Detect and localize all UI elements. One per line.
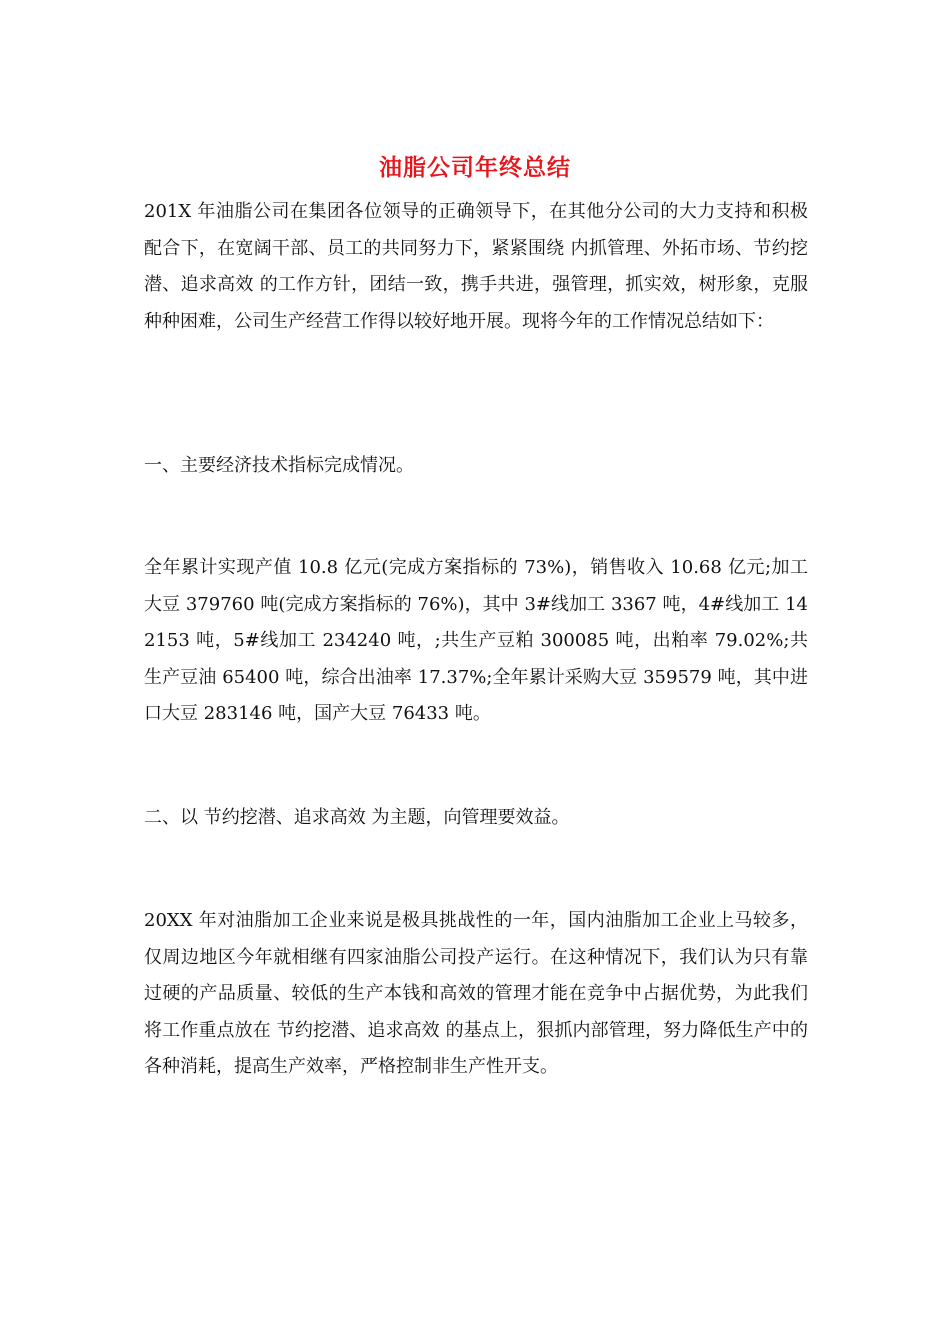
- section-heading: 一、主要经济技术指标完成情况。: [144, 455, 414, 476]
- section-paragraph: 20XX 年对油脂加工企业来说是极具挑战性的一年，国内油脂加工企业上马较多，仅周边地区今年就相继有四家油脂公司投产运行。在这种情况下，我们认为只有靠过硬的产品质量、较低的生产本钱和高效的管理才能在竞争中占据优势，为此我们将工作重点放在 节约挖潜、追求高效 的基点上，狠抓内部管理，努力降低生产中的各种消耗，提高生产效率，严格控制非生产性开支。: [144, 910, 808, 1077]
- document-title: 油脂公司年终总结: [379, 154, 571, 181]
- section-paragraph: 全年累计实现产值 10.8 亿元(完成方案指标的 73%)，销售收入 10.68 亿元;加工大豆 379760 吨(完成方案指标的 76%)，其中 3#线加工 3367 吨，4#线加工 142153 吨，5#线加工 234240 吨，;共生产豆粕 300085 吨，出粕率 79.02%;共生产豆油 65400 吨，综合出油率 17.37%;全年累计采购大豆 359579 吨，其中进口大豆 283146 吨，国产大豆 76433 吨。: [144, 557, 808, 724]
- section-heading: 二、以 节约挖潜、追求高效 为主题，向管理要效益。: [144, 807, 570, 828]
- intro-paragraph: 201X 年油脂公司在集团各位领导的正确领导下，在其他分公司的大力支持和积极配合下，在宽阔干部、员工的共同努力下，紧紧围绕 内抓管理、外拓市场、节约挖潜、追求高效 的工作方针，团结一致，携手共进，强管理，抓实效，树形象，克服种种困难，公司生产经营工作得以较好地开展。现将今年的工作情况总结如下：: [144, 201, 808, 332]
